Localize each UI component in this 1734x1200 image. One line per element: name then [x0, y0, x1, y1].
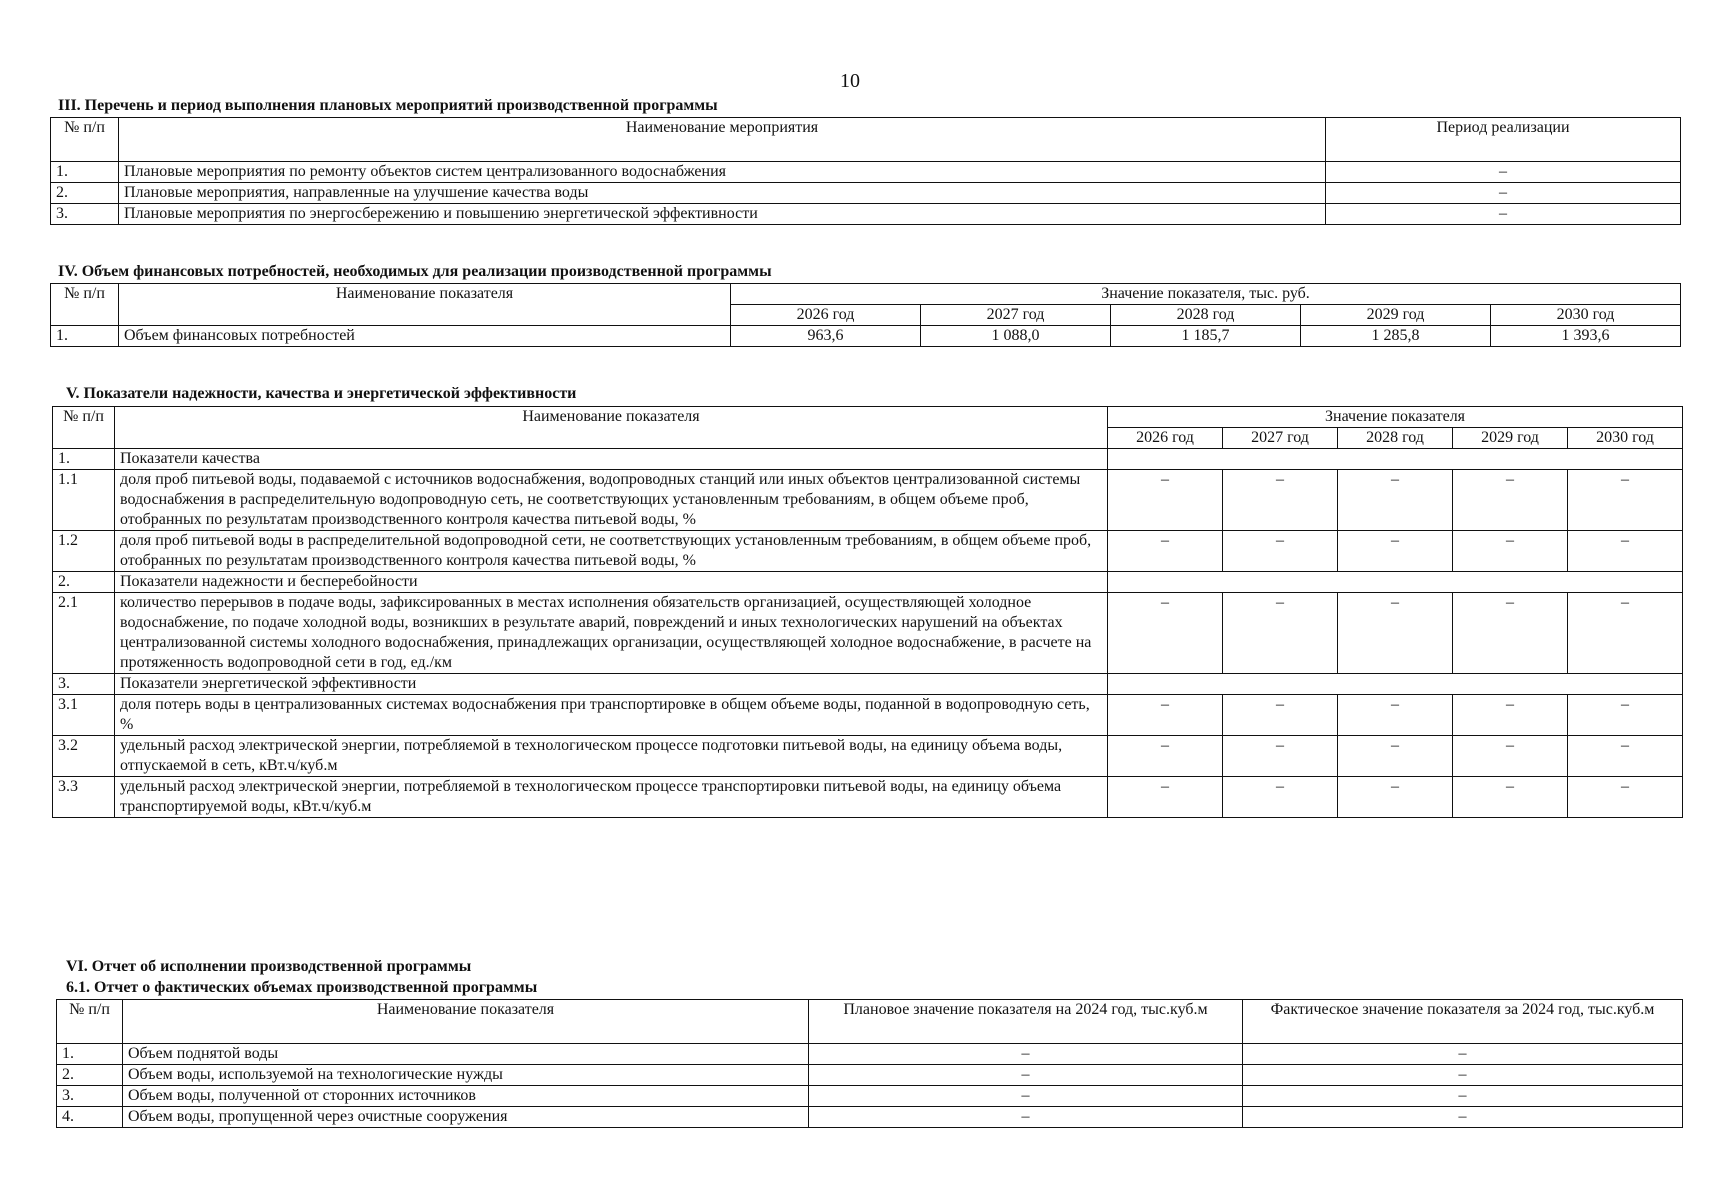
- row-fact: –: [1243, 1065, 1683, 1086]
- year-2027: 2027 год: [1223, 428, 1338, 449]
- section-4-table: [50, 283, 1681, 347]
- table-row: [53, 736, 1683, 777]
- value-2030: –: [1568, 777, 1683, 818]
- row-num: 1.2: [53, 531, 115, 572]
- row-name: доля потерь воды в централизованных системах водоснабжения при транспортировке в общем объеме воды, поданной в водопроводную сеть, %: [115, 695, 1108, 736]
- table-header-row: [51, 118, 1681, 162]
- row-plan: –: [809, 1065, 1243, 1086]
- header-name: Наименование показателя: [119, 284, 731, 326]
- header-name: Наименование мероприятия: [119, 118, 1326, 162]
- row-num: 3.: [57, 1086, 123, 1107]
- value-2027: –: [1223, 736, 1338, 777]
- row-fact: –: [1243, 1086, 1683, 1107]
- section-3-table: [50, 117, 1681, 225]
- table-row: [57, 1086, 1683, 1107]
- row-name: Показатели надежности и бесперебойности: [115, 572, 1108, 593]
- value-2027: –: [1223, 777, 1338, 818]
- row-name: количество перерывов в подаче воды, зафиксированных в местах исполнения обязательств организацией, осуществляющей холодное водоснабжение, по подаче холодной воды, возникших в результате аварий, повреждений и иных технологических нарушений на объектах централизованной системы холодного водоснабжения, принадлежащих организации, осуществляющей холодное водоснабжение, в расчете на протяженность водопроводной сети в год, ед./км: [115, 593, 1108, 674]
- table-row: [51, 204, 1681, 225]
- row-num: 1.: [57, 1044, 123, 1065]
- table-row: [53, 777, 1683, 818]
- value-2029: –: [1453, 777, 1568, 818]
- row-num: 1.: [51, 162, 119, 183]
- row-fact: –: [1243, 1107, 1683, 1128]
- row-num: 2.: [51, 183, 119, 204]
- row-num: 1.: [53, 449, 115, 470]
- year-2030: 2030 год: [1568, 428, 1683, 449]
- row-num: 2.: [57, 1065, 123, 1086]
- value-2030: –: [1568, 736, 1683, 777]
- value-2026: –: [1108, 470, 1223, 531]
- value-2026: –: [1108, 777, 1223, 818]
- header-period: Период реализации: [1326, 118, 1681, 162]
- row-plan: –: [809, 1107, 1243, 1128]
- row-plan: –: [809, 1086, 1243, 1107]
- value-2027: –: [1223, 470, 1338, 531]
- header-num: № п/п: [51, 284, 119, 326]
- value-2027: 1 088,0: [921, 326, 1111, 347]
- table-header-row: [51, 284, 1681, 305]
- table-row: [53, 470, 1683, 531]
- table-row: [57, 1065, 1683, 1086]
- value-2026: –: [1108, 593, 1223, 674]
- table-row: [51, 183, 1681, 204]
- row-name: Объем воды, пропущенной через очистные сооружения: [123, 1107, 809, 1128]
- group-row: [53, 572, 1683, 593]
- value-2029: –: [1453, 470, 1568, 531]
- table-row: [57, 1107, 1683, 1128]
- empty-values: [1108, 449, 1683, 470]
- value-2027: –: [1223, 695, 1338, 736]
- row-name: доля проб питьевой воды, подаваемой с источников водоснабжения, водопроводных станций или иных объектов централизованной системы водоснабжения в распределительную водопроводную сеть, не соответствующих установленным требованиям, в общем объеме проб, отобранных по результатам производственного контроля качества питьевой воды, %: [115, 470, 1108, 531]
- value-2028: 1 185,7: [1111, 326, 1301, 347]
- value-2026: –: [1108, 736, 1223, 777]
- value-2026: –: [1108, 531, 1223, 572]
- row-plan: –: [809, 1044, 1243, 1065]
- value-2028: –: [1338, 531, 1453, 572]
- value-2026: 963,6: [731, 326, 921, 347]
- section-6-1-subtitle: 6.1. Отчет о фактических объемах производственной программы: [66, 979, 538, 996]
- row-name: удельный расход электрической энергии, потребляемой в технологическом процессе подготовки питьевой воды, на единицу объема воды, отпускаемой в сеть, кВт.ч/куб.м: [115, 736, 1108, 777]
- value-2028: –: [1338, 695, 1453, 736]
- section-6-table: [56, 999, 1683, 1128]
- row-num: 2.1: [53, 593, 115, 674]
- table-row: [51, 162, 1681, 183]
- year-2029: 2029 год: [1453, 428, 1568, 449]
- group-row: [53, 674, 1683, 695]
- value-2030: –: [1568, 531, 1683, 572]
- value-2028: –: [1338, 470, 1453, 531]
- row-name: доля проб питьевой воды в распределительной водопроводной сети, не соответствующих установленным требованиям, в общем объеме проб, отобранных по результатам производственного контроля качества питьевой воды, %: [115, 531, 1108, 572]
- row-num: 3.: [51, 204, 119, 225]
- year-2030: 2030 год: [1491, 305, 1681, 326]
- row-period: –: [1326, 162, 1681, 183]
- row-name: Плановые мероприятия по энергосбережению и повышению энергетической эффективности: [119, 204, 1326, 225]
- year-2029: 2029 год: [1301, 305, 1491, 326]
- row-period: –: [1326, 183, 1681, 204]
- value-2027: –: [1223, 593, 1338, 674]
- header-value: Значение показателя: [1108, 407, 1683, 428]
- row-num: 3.3: [53, 777, 115, 818]
- row-num: 1.1: [53, 470, 115, 531]
- row-num: 1.: [51, 326, 119, 347]
- row-name: Плановые мероприятия по ремонту объектов систем централизованного водоснабжения: [119, 162, 1326, 183]
- row-name: Объем воды, используемой на технологические нужды: [123, 1065, 809, 1086]
- row-name: Объем финансовых потребностей: [119, 326, 731, 347]
- row-name: Объем воды, полученной от сторонних источников: [123, 1086, 809, 1107]
- page-number: 10: [840, 70, 860, 92]
- table-header-row: [57, 1000, 1683, 1044]
- row-fact: –: [1243, 1044, 1683, 1065]
- value-2028: –: [1338, 736, 1453, 777]
- row-num: 3.: [53, 674, 115, 695]
- table-row: [57, 1044, 1683, 1065]
- value-2030: –: [1568, 695, 1683, 736]
- table-row: [53, 531, 1683, 572]
- row-name: Объем поднятой воды: [123, 1044, 809, 1065]
- row-num: 2.: [53, 572, 115, 593]
- header-num: № п/п: [57, 1000, 123, 1044]
- row-period: –: [1326, 204, 1681, 225]
- value-2026: –: [1108, 695, 1223, 736]
- year-2026: 2026 год: [1108, 428, 1223, 449]
- value-2028: –: [1338, 593, 1453, 674]
- section-5-title: V. Показатели надежности, качества и энергетической эффективности: [66, 385, 577, 402]
- value-2029: –: [1453, 593, 1568, 674]
- header-fact: Фактическое значение показателя за 2024 год, тыс.куб.м: [1243, 1000, 1683, 1044]
- year-2026: 2026 год: [731, 305, 921, 326]
- year-2027: 2027 год: [921, 305, 1111, 326]
- group-row: [53, 449, 1683, 470]
- empty-values: [1108, 674, 1683, 695]
- row-num: 3.1: [53, 695, 115, 736]
- header-name: Наименование показателя: [123, 1000, 809, 1044]
- value-2027: –: [1223, 531, 1338, 572]
- value-2029: –: [1453, 531, 1568, 572]
- header-num: № п/п: [53, 407, 115, 449]
- section-4-title: IV. Объем финансовых потребностей, необходимых для реализации производственной программы: [58, 263, 772, 280]
- header-name: Наименование показателя: [115, 407, 1108, 449]
- value-2030: –: [1568, 470, 1683, 531]
- table-row: [53, 593, 1683, 674]
- value-2030: –: [1568, 593, 1683, 674]
- header-value: Значение показателя, тыс. руб.: [731, 284, 1681, 305]
- section-5-table: [52, 406, 1683, 818]
- row-name: удельный расход электрической энергии, потребляемой в технологическом процессе транспортировки питьевой воды, на единицу объема транспортируемой воды, кВт.ч/куб.м: [115, 777, 1108, 818]
- row-num: 4.: [57, 1107, 123, 1128]
- row-num: 3.2: [53, 736, 115, 777]
- value-2030: 1 393,6: [1491, 326, 1681, 347]
- row-name: Показатели качества: [115, 449, 1108, 470]
- section-3-title: III. Перечень и период выполнения плановых мероприятий производственной программы: [58, 97, 718, 114]
- value-2029: –: [1453, 695, 1568, 736]
- header-num: № п/п: [51, 118, 119, 162]
- table-header-row: [53, 407, 1683, 428]
- table-row: [51, 326, 1681, 347]
- value-2029: –: [1453, 736, 1568, 777]
- empty-values: [1108, 572, 1683, 593]
- year-2028: 2028 год: [1338, 428, 1453, 449]
- table-row: [53, 695, 1683, 736]
- row-name: Показатели энергетической эффективности: [115, 674, 1108, 695]
- value-2028: –: [1338, 777, 1453, 818]
- row-name: Плановые мероприятия, направленные на улучшение качества воды: [119, 183, 1326, 204]
- value-2029: 1 285,8: [1301, 326, 1491, 347]
- section-6-title: VI. Отчет об исполнении производственной программы: [66, 958, 472, 975]
- year-2028: 2028 год: [1111, 305, 1301, 326]
- header-plan: Плановое значение показателя на 2024 год, тыс.куб.м: [809, 1000, 1243, 1044]
